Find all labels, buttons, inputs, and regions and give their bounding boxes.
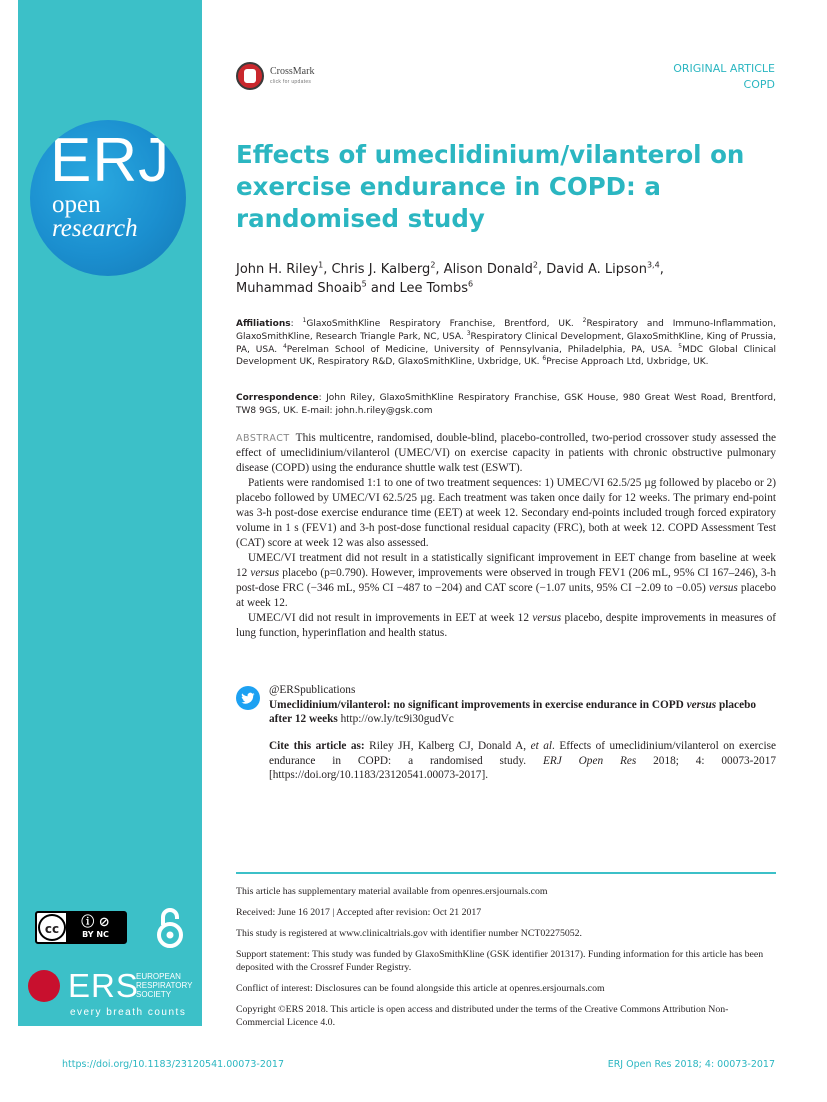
erj-open-research-logo <box>30 120 186 276</box>
abstract-label: ABSTRACT <box>236 433 290 444</box>
crossmark-name: CrossMark <box>270 66 315 77</box>
abstract-paragraph: Patients were randomised 1:1 to one of two treatment sequences: 1) UMEC/VI 62.5/25 µg followed by placebo or 2) placebo followed by UMEC/VI 62.5/25 µg. Each treatment was taken once daily for 12 weeks. The primary end-point was 3-h post-dose exercise endurance time (EET) at week 12. Secondary end-points included trough forced expiratory volume in 1 s (FEV1) and 3-h post-dose functional residual capacity (FRC), both at week 12. COPD Assessment Test (CAT) score at week 12 was also assessed. <box>236 477 776 549</box>
tweet-block: @ERSpublications Umeclidinium/vilanterol: no significant improvements in exercise endurance in COPD versus placebo after 12 weeks http://ow.ly/tc9i30gudVc <box>269 683 776 727</box>
article-title: Effects of umeclidinium/vilanterol on exercise endurance in COPD: a randomised study <box>236 140 745 233</box>
article-type <box>673 61 775 93</box>
tweet-link[interactable]: http://ow.ly/tc9i30gudVc <box>340 713 454 725</box>
article-type-label: ORIGINAL ARTICLE <box>673 62 775 75</box>
crossmark-badge[interactable] <box>236 62 326 92</box>
author[interactable]: Muhammad Shoaib$^5$ <box>236 279 367 296</box>
ers-tagline: every breath counts <box>70 1007 187 1018</box>
footer-citation: ERJ Open Res 2018; 4: 00073-2017 <box>607 1059 775 1070</box>
author[interactable]: John H. Riley$^1$ <box>236 260 324 277</box>
affiliations: Affiliations: $^1$GlaxoSmithKline Respiratory Franchise, Brentford, UK. $^2$Respiratory and Immuno-Inflammation, GlaxoSmithKline, Research Triangle Park, NC, USA. $^3$Respiratory Clinical Development, GlaxoSmithKline, King of Prussia, PA, USA. $^4$Perelman School of Medicine, University of Pennsylvania, Philadelphia, PA, USA. $^5$MDC Global Clinical Development UK, Respiratory R&D, GlaxoSmithKline, Uxbridge, UK. $^6$Precise Approach Ltd, Uxbridge, UK. <box>236 317 776 368</box>
twitter-icon[interactable] <box>236 686 260 710</box>
footer-divider <box>236 872 776 874</box>
abstract-paragraph: ABSTRACT This multicentre, randomised, double-blind, placebo-controlled, two-period crossover study assessed the effect of umeclidinium/vilanterol (UMEC/VI) on exercise capacity in patients with chronic obstructive pulmonary disease (COPD) using the endurance shuttle walk test (ESWT). <box>236 432 776 474</box>
cite-block: Cite this article as: Riley JH, Kalberg CJ, Donald A, et al. Effects of umeclidinium/vilanterol on exercise endurance in COPD: a randomised study. ERJ Open Res 2018; 4: 00073-2017 [https://doi.org/10.1183/23120541.00073-2017]. <box>269 740 776 781</box>
cc-icon: cc <box>38 914 66 941</box>
footer-doi-link[interactable]: https://doi.org/10.1183/23120541.00073-2017 <box>62 1059 285 1070</box>
copyright-note: Copyright ©ERS 2018. This article is open access and distributed under the terms of the Creative Commons Attribution Non-Commercial Licence 4.0. <box>236 1004 729 1028</box>
author[interactable]: Alison Donald$^2$ <box>443 260 539 277</box>
supplementary-note: This article has supplementary material available from openres.ersjournals.com <box>236 886 548 897</box>
conflict-note: Conflict of interest: Disclosures can be found alongside this article at openres.ersjournals.com <box>236 983 605 994</box>
dates-note: Received: June 16 2017 | Accepted after revision: Oct 21 2017 <box>236 907 482 918</box>
logo-erj-text: ERJ <box>50 126 171 195</box>
logo-research-text: research <box>52 215 138 242</box>
abstract-paragraph: UMEC/VI treatment did not result in a statistically significant improvement in EET change from baseline at week 12 versus placebo (p=0.790). However, improvements were observed in trough FEV1 (206 mL, 95% CI 167–246), 3-h post-dose FRC (−346 mL, 95% CI −487 to −204) and CAT score (−1.07 units, 95% CI −2.09 to −0.05) versus placebo at week 12. <box>236 552 777 609</box>
crossmark-icon <box>236 62 264 90</box>
abstract <box>236 431 776 641</box>
author-list: John H. Riley$^1$, Chris J. Kalberg$^2$, Alison Donald$^2$, David A. Lipson$^{3,4}$, Muhammad Shoaib$^5$ and Lee Tombs$^6$ <box>236 260 664 296</box>
logo-open-text: open <box>52 191 101 218</box>
tweet-handle[interactable]: @ERSpublications <box>269 684 356 696</box>
author[interactable]: David A. Lipson$^{3,4}$ <box>546 260 660 277</box>
correspondence: Correspondence: John Riley, GlaxoSmithKline Respiratory Franchise, GSK House, 980 Great West Road, Brentford, TW8 9GS, UK. E-mail: john.h.riley@gsk.com <box>236 393 776 416</box>
registration-note: This study is registered at www.clinicaltrials.gov with identifier number NCT02275052. <box>236 928 583 939</box>
author[interactable]: Lee Tombs$^6$ <box>399 279 474 296</box>
crossmark-sub: click for updates <box>270 79 312 85</box>
by-nc-icon: ⓘ ⊘ <box>81 915 110 930</box>
cc-license-badge[interactable]: cc ⓘ ⊘ BY NC <box>35 911 127 944</box>
ers-full-name: EUROPEAN RESPIRATORY SOCIETY <box>136 972 193 999</box>
abstract-paragraph: UMEC/VI did not result in improvements in EET at week 12 versus placebo, despite improvements in measures of lung function, hyperinflation and health status. <box>236 612 776 639</box>
footer-notes <box>236 885 776 1037</box>
support-note: Support statement: This study was funded by GlaxoSmithKline (GSK identifier 201317). Funding information for this article has been deposited with the Crossref Funder Registry. <box>236 949 764 973</box>
ers-letters: ERS <box>68 967 139 1004</box>
article-section: COPD <box>743 78 775 91</box>
ers-lungs-icon <box>28 970 60 1002</box>
author[interactable]: Chris J. Kalberg$^2$ <box>331 260 436 277</box>
open-access-icon <box>155 907 185 949</box>
